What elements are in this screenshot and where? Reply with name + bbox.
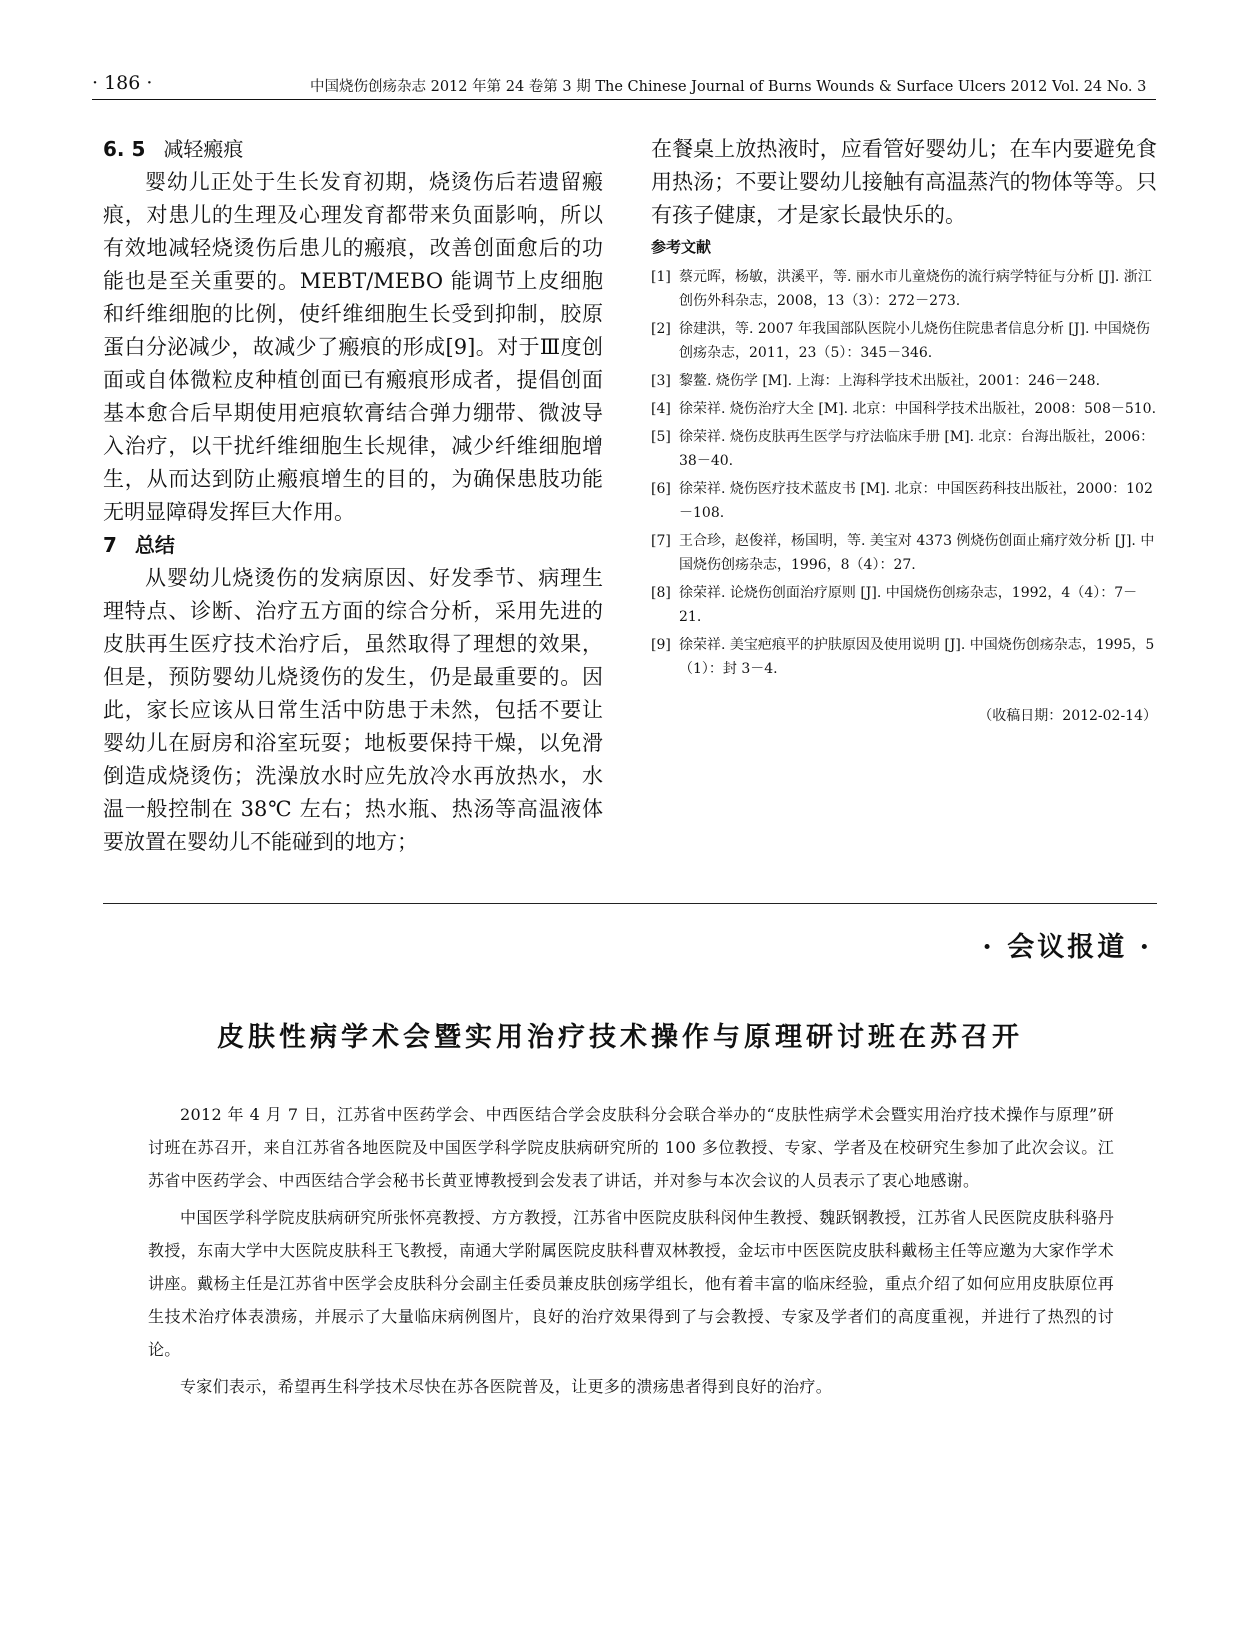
reference-text: 蔡元晖，杨敏，洪溪平，等. 丽水市儿童烧伤的流行病学特征与分析 [J]. 浙江创伤外科杂志，2008，13（3）：272－273. xyxy=(679,269,1152,309)
reference-text: 徐荣祥. 论烧伤创面治疗原则 [J]. 中国烧伤创疡杂志，1992，4（4）：7－21. xyxy=(679,585,1138,625)
reference-item xyxy=(651,317,1157,365)
news-paragraph: 专家们表示，希望再生科学技术尽快在苏各医院普及，让更多的溃疡患者得到良好的治疗。 xyxy=(180,1377,833,1396)
news-title: 皮肤性病学术会暨实用治疗技术操作与原理研讨班在苏召开 xyxy=(217,1022,1023,1053)
news-paragraph: 2012 年 4 月 7 日，江苏省中医药学会、中西医结合学会皮肤科分会联合举办的“皮肤性病学术会暨实用治疗技术操作与原理”研讨班在苏召开，来自江苏省各地医院及中国医学科学院皮肤病研究所的 100 多位教授、专家、学者及在校研究生参加了此次会议。江苏省中医药学会、中西医结合学会秘书长黄亚博教授到会发表了讲话，并对参与本次会议的人员表示了衷心地感谢。 xyxy=(148,1105,1114,1190)
reference-text: 徐建洪，等. 2007 年我国部队医院小儿烧伤住院患者信息分析 [J]. 中国烧伤创疡杂志，2011，23（5）：345－346. xyxy=(679,321,1150,361)
reference-item xyxy=(651,633,1157,681)
section-tag: · 会议报道 · xyxy=(982,932,1152,963)
section-divider xyxy=(103,903,1157,904)
news-paragraph: 中国医学科学院皮肤病研究所张怀亮教授、方方教授，江苏省中医院皮肤科闵仲生教授、魏跃钢教授，江苏省人民医院皮肤科骆丹教授，东南大学中大医院皮肤科王飞教授，南通大学附属医院皮肤科曹双林教授，金坛市中医医院皮肤科戴杨主任等应邀为大家作学术讲座。戴杨主任是江苏省中医学会皮肤科分会副主任委员兼皮肤创疡学组长，他有着丰富的临床经验，重点介绍了如何应用皮肤原位再生技术治疗体表溃疡，并展示了大量临床病例图片，良好的治疗效果得到了与会教授、专家及学者们的高度重视，并进行了热烈的讨论。 xyxy=(148,1208,1114,1359)
section-6-5-paragraph: 婴幼儿正处于生长发育初期，烧烫伤后若遗留瘢痕，对患儿的生理及心理发育都带来负面影响，所以有效地减轻烧烫伤后患儿的瘢痕，改善创面愈后的功能也是至关重要的。MEBT/MEBO 能调节上皮细胞和纤维细胞的比例，使纤维细胞生长受到抑制，胶原蛋白分泌减少，故减少了瘢痕的形成[9]。对于Ⅲ度创面或自体微粒皮种植创面已有瘢痕形成者，提倡创面基本愈合后早期使用疤痕软膏结合弹力绷带、微波导入治疗，以干扰纤维细胞生长规律，减少纤维细胞增生，从而达到防止瘢痕增生的目的，为确保患肢功能无明显障碍发挥巨大作用。 xyxy=(103,170,603,524)
reference-text: 王合珍，赵俊祥，杨国明，等. 美宝对 4373 例烧伤创面止痛疗效分析 [J]. 中国烧伤创疡杂志，1996，8（4）：27. xyxy=(679,533,1155,573)
section-7-paragraph: 从婴幼儿烧烫伤的发病原因、好发季节、病理生理特点、诊断、治疗五方面的综合分析，采用先进的皮肤再生医疗技术治疗后，虽然取得了理想的效果，但是，预防婴幼儿烧烫伤的发生，仍是最重要的。因此，家长应该从日常生活中防患于未然，包括不要让婴幼儿在厨房和浴室玩耍；地板要保持干燥，以免滑倒造成烧烫伤；洗澡放水时应先放冷水再放热水，水温一般控制在 38℃ 左右；热水瓶、热汤等高温液体要放置在婴幼儿不能碰到的地方； xyxy=(103,566,603,854)
reference-index: [9] xyxy=(651,637,671,653)
section-title: 总结 xyxy=(134,533,175,557)
reference-index: [7] xyxy=(651,533,671,549)
reference-item xyxy=(651,265,1157,313)
reference-index: [3] xyxy=(651,373,671,389)
reference-item xyxy=(651,581,1157,629)
reference-list xyxy=(651,265,1157,681)
reference-text: 徐荣祥. 烧伤医疗技术蓝皮书 [M]. 北京：中国医药科技出版社，2000：102－108. xyxy=(679,481,1153,521)
received-date: （收稿日期：2012-02-14） xyxy=(978,708,1157,724)
reference-text: 徐荣祥. 美宝疤痕平的护肤原因及使用说明 [J]. 中国烧伤创疡杂志，1995，5（1）：封 3－4. xyxy=(679,637,1155,677)
reference-index: [2] xyxy=(651,321,671,337)
reference-item xyxy=(651,369,1157,393)
reference-item xyxy=(651,529,1157,577)
section-title: 减轻瘢痕 xyxy=(163,137,244,161)
reference-item xyxy=(651,397,1157,421)
section-number: 7 xyxy=(103,533,117,557)
references-title: 参考文献 xyxy=(651,238,712,256)
reference-index: [8] xyxy=(651,585,671,601)
reference-index: [5] xyxy=(651,429,671,445)
reference-text: 黎鳌. 烧伤学 [M]. 上海：上海科学技术出版社，2001：246－248. xyxy=(679,373,1101,389)
right-column xyxy=(651,133,1157,745)
reference-text: 徐荣祥. 烧伤治疗大全 [M]. 北京：中国科学技术出版社，2008：508－510. xyxy=(679,401,1157,417)
left-column xyxy=(103,133,603,859)
reference-index: [6] xyxy=(651,481,671,497)
reference-text: 徐荣祥. 烧伤皮肤再生医学与疗法临床手册 [M]. 北京：台海出版社，2006：38－40. xyxy=(679,429,1155,469)
journal-running-header: 中国烧伤创疡杂志 2012 年第 24 卷第 3 期 The Chinese Journal of Burns Wounds & Surface Ulcers 2012 Vol. 24 No. 3 xyxy=(310,79,1147,95)
reference-item xyxy=(651,477,1157,525)
reference-index: [1] xyxy=(651,269,671,285)
section-6-5-heading xyxy=(103,133,603,166)
news-body xyxy=(148,1098,1114,1407)
header-rule xyxy=(92,99,1156,100)
reference-index: [4] xyxy=(651,401,671,417)
continuation-paragraph: 在餐桌上放热液时，应看管好婴幼儿；在车内要避免食用热汤；不要让婴幼儿接触有高温蒸汽的物体等等。只有孩子健康，才是家长最快乐的。 xyxy=(651,137,1157,227)
section-7-heading xyxy=(103,529,603,562)
reference-item xyxy=(651,425,1157,473)
page-number: · 186 · xyxy=(92,72,153,94)
section-number: 6. 5 xyxy=(103,137,146,161)
